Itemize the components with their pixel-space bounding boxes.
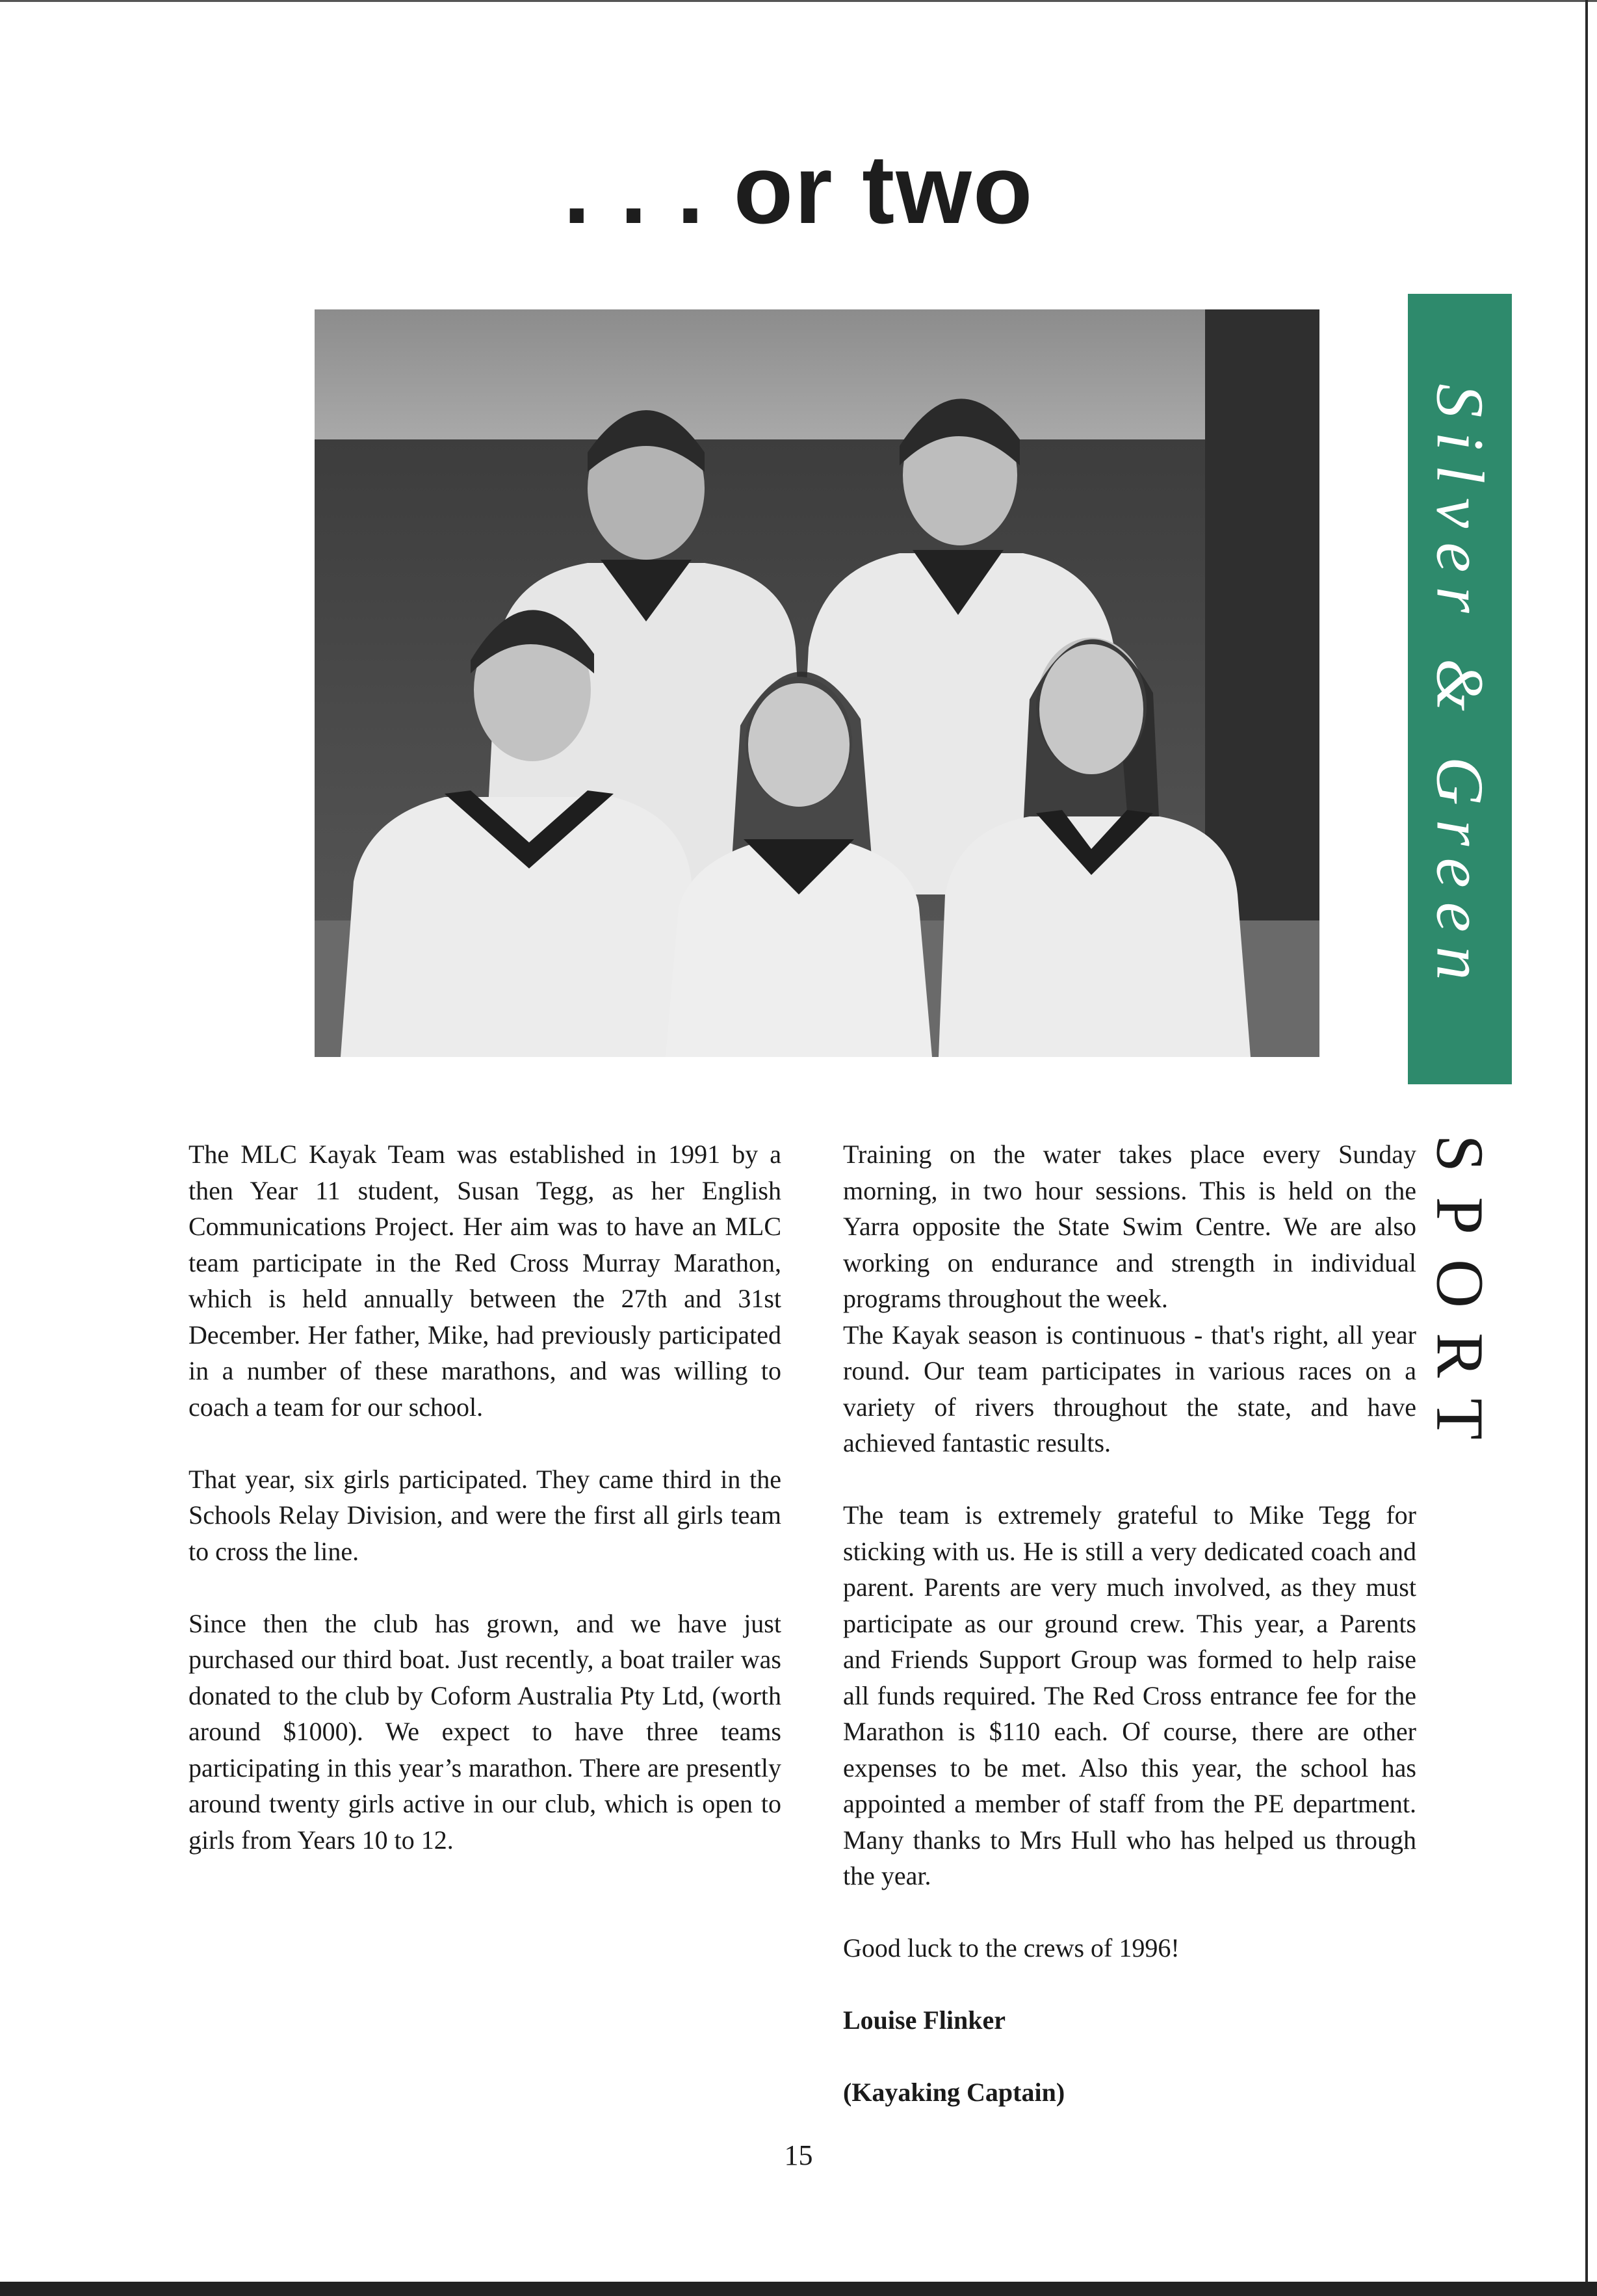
page-number: 15	[784, 2139, 813, 2171]
team-photo	[315, 309, 1319, 1057]
sport-label: SPORT	[1422, 1134, 1498, 1465]
page-right-edge	[1585, 0, 1588, 2296]
paragraph: Since then the club has grown, and we have just purchased our third boat. Just recently, a boat trailer was donated to the club by Coform Australia Pty Ltd, (worth around $1000). We expect to have three teams participating in this year’s marathon. There are presently around twenty girls active in our club, which is open to girls from Years 10 to 12.	[188, 1608, 781, 1855]
team-photo-icon	[315, 309, 1319, 1057]
page-title: . . . or two	[563, 135, 1034, 244]
paragraph: The team is extremely grateful to Mike Tegg for sticking with us. He is still a very dedicated coach and parent. Parents are very much involved, as they must participate as our ground crew. This year, a Parents and Friends Support Group was formed to help raise all funds required. The Red Cross entrance fee for the Marathon is $110 each. Of course, there are other expenses to be met. Also this year, the school has appointed a member of staff from the PE department. Many thanks to Mrs Hull who has helped us through the year.	[843, 1500, 1416, 1890]
paragraph: Good luck to the crews of 1996!	[843, 1933, 1180, 1963]
paragraph: Training on the water takes place every Sunday morning, in two hour sessions. This is held on the Yarra opposite the State Swim Centre. We are also working on endurance and strength in individual programs throughout the week.	[843, 1140, 1416, 1313]
signature-role: (Kayaking Captain)	[843, 2078, 1065, 2107]
right-column	[843, 1136, 1416, 2146]
signature-name: Louise Flinker	[843, 2005, 1006, 2035]
left-column	[188, 1136, 781, 1894]
page-bottom-edge	[0, 2282, 1597, 2296]
page-top-edge	[0, 0, 1597, 2]
paragraph: The Kayak season is continuous - that's right, all year round. Our team participates in various races on a variety of rivers throughout the state, and have achieved fantastic results.	[843, 1320, 1416, 1457]
paragraph: The MLC Kayak Team was established in 1991 by a then Year 11 student, Susan Tegg, as her English Communications Project. Her aim was to have an MLC team participate in the Red Cross Murray Marathon, which is held annually between the 27th and 31st December. Her father, Mike, had previously participated in a number of these marathons, and was willing to coach a team for our school.	[188, 1140, 781, 1422]
paragraph: That year, six girls participated. They came third in the Schools Relay Division, and were the first all girls team to cross the line.	[188, 1464, 781, 1566]
silver-green-label: Silver & Green	[1422, 384, 1498, 995]
